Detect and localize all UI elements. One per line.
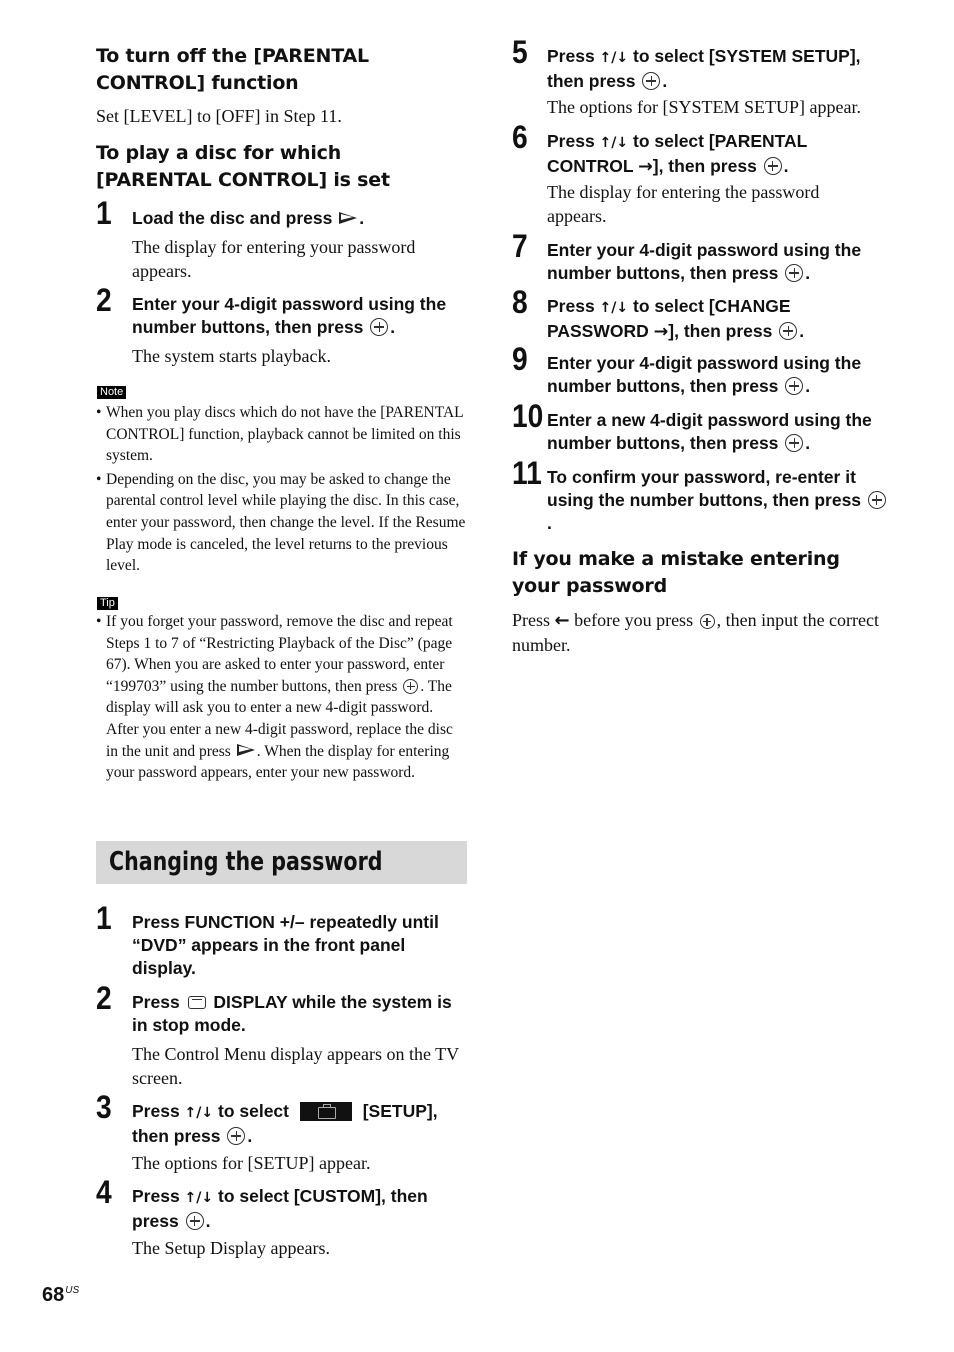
step-number: 7: [512, 228, 528, 264]
enter-button-icon: [764, 157, 782, 175]
enter-button-icon: [642, 72, 660, 90]
setup-toolbox-icon: [300, 1102, 352, 1121]
region-code: US: [65, 1285, 80, 1296]
mistake-heading: If you make a mistake entering your password: [512, 548, 840, 597]
up-down-arrow-icon: ↑/↓: [184, 1190, 214, 1206]
step-description: The system starts playback.: [132, 346, 331, 366]
step-description: The Control Menu display appears on the TV screen.: [132, 1044, 459, 1088]
step-title: Press ↑/↓ to select [CHANGE PASSWORD →], then press .: [547, 296, 805, 342]
step-number: 10: [512, 398, 544, 434]
enter-button-icon: [227, 1127, 245, 1145]
step-number: 6: [512, 119, 528, 155]
play-disc-heading: To play a disc for which [PARENTAL CONTROL] is set: [96, 142, 390, 191]
step-number: 1: [96, 900, 112, 936]
play-icon: [237, 744, 255, 756]
step-title: Press DISPLAY while the system is in stop mode.: [132, 992, 452, 1035]
step-number: 8: [512, 284, 528, 320]
enter-button-icon: [186, 1212, 204, 1230]
step-title: Press ↑/↓ to select [SYSTEM SETUP], then press .: [547, 46, 861, 91]
note-item: • When you play discs which do not have the [PARENTAL CONTROL] function, playback cannot be limited on this system.: [96, 402, 468, 467]
display-button-icon: [188, 996, 206, 1009]
play-icon: [339, 212, 357, 224]
turn-off-text: Set [LEVEL] to [OFF] in Step 11.: [96, 106, 342, 126]
step-description: The options for [SYSTEM SETUP] appear.: [547, 97, 861, 117]
step-number: 11: [512, 455, 542, 491]
mistake-text: Press ← before you press , then input the correct number.: [512, 610, 880, 655]
enter-button-icon: [785, 377, 803, 395]
turn-off-heading: To turn off the [PARENTAL CONTROL] function: [96, 45, 369, 94]
step-title: Enter your 4-digit password using the number buttons, then press .: [547, 353, 862, 396]
right-arrow-icon: →: [653, 322, 669, 342]
step-title: Enter your 4-digit password using the number buttons, then press .: [547, 240, 862, 283]
enter-button-icon: [785, 434, 803, 452]
note-list: [96, 402, 468, 577]
note-badge: Note: [97, 386, 126, 399]
enter-button-icon: [785, 264, 803, 282]
step-number: 2: [96, 980, 112, 1016]
step-number: 5: [512, 34, 528, 70]
note-item: • Depending on the disc, you may be asked to change the parental control level while playing the disc. In this case, enter your password, then change the level. If the Resume Play mode is canceled, the level returns to the previous level.: [96, 469, 468, 577]
step-title: Load the disc and press .: [132, 208, 365, 228]
step-description: The display for entering the password appears.: [547, 182, 820, 226]
up-down-arrow-icon: ↑/↓: [599, 300, 629, 316]
tip-badge: Tip: [97, 597, 118, 610]
step-number: 9: [512, 341, 528, 377]
step-title: Press ↑/↓ to select [SETUP], then press .: [132, 1101, 438, 1146]
tip-item: • If you forget your password, remove the disc and repeat Steps 1 to 7 of “Restricting Playback of the Disc” (page 67). When you are asked to enter your password, enter “199703” using the number buttons, then press . The display will ask you to enter a new 4-digit password. After you enter a new 4-digit password, replace the disc in the unit and press . When the display for entering your password appears, enter your new password.: [96, 611, 468, 784]
up-down-arrow-icon: ↑/↓: [599, 135, 629, 151]
step-number: 3: [96, 1089, 112, 1125]
step-description: The display for entering your password appears.: [132, 237, 416, 281]
enter-button-icon: [868, 491, 886, 509]
enter-button-icon: [370, 318, 388, 336]
section-title: Changing the password: [109, 847, 383, 877]
tip-list: [96, 611, 468, 784]
step-number: 4: [96, 1174, 112, 1210]
page-number: $68^{US}$: [42, 1284, 80, 1306]
enter-button-icon: [779, 322, 797, 340]
enter-button-icon: [700, 614, 715, 629]
step-title: Press FUNCTION +/– repeatedly until “DVD” appears in the front panel display.: [132, 912, 439, 978]
step-number: 1: [96, 195, 112, 231]
up-down-arrow-icon: ↑/↓: [599, 50, 629, 66]
step-description: The options for [SETUP] appear.: [132, 1153, 371, 1173]
enter-button-icon: [403, 679, 418, 694]
right-arrow-icon: →: [638, 157, 653, 177]
section-banner: [96, 841, 467, 884]
step-title: Press ↑/↓ to select [CUSTOM], then press .: [132, 1186, 428, 1231]
return-arrow-icon: ←: [554, 610, 570, 631]
step-title: Press ↑/↓ to select [PARENTAL CONTROL →], then press .: [547, 131, 808, 177]
step-title: To confirm your password, re-enter it using the number buttons, then press .: [547, 466, 892, 535]
step-title: Enter a new 4-digit password using the number buttons, then press .: [547, 410, 872, 453]
step-description: The Setup Display appears.: [132, 1238, 330, 1258]
step-title: Enter your 4-digit password using the number buttons, then press .: [132, 294, 447, 337]
step-number: 2: [96, 282, 112, 318]
up-down-arrow-icon: ↑/↓: [184, 1105, 214, 1121]
